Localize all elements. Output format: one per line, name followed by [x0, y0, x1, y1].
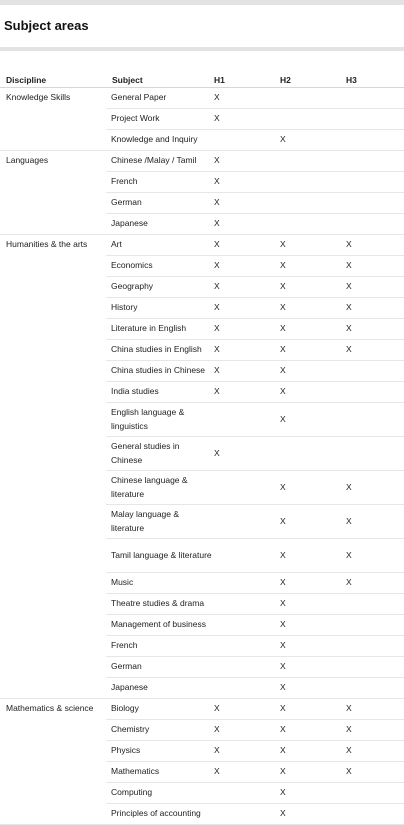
subject-table [0, 72, 404, 825]
h2-cell: X [278, 471, 344, 505]
table-row [0, 699, 404, 720]
h1-cell: X [212, 699, 278, 720]
h1-cell: X [212, 319, 278, 340]
h3-cell [344, 783, 404, 804]
table-body [0, 88, 404, 825]
subject-cell: German [106, 193, 212, 214]
h3-cell: X [344, 471, 404, 505]
subject-cell: Biology [106, 699, 212, 720]
subject-cell: Geography [106, 277, 212, 298]
subject-cell: China studies in English [106, 340, 212, 361]
h3-cell: X [344, 256, 404, 277]
h3-cell [344, 615, 404, 636]
h1-cell [212, 636, 278, 657]
table-row [0, 88, 404, 109]
h1-cell [212, 783, 278, 804]
discipline-cell: Mathematics & science [0, 699, 106, 825]
h1-cell [212, 678, 278, 699]
h3-cell [344, 594, 404, 615]
h2-cell: X [278, 699, 344, 720]
header-row [0, 72, 404, 88]
h1-cell [212, 615, 278, 636]
h2-cell [278, 88, 344, 109]
h3-cell [344, 172, 404, 193]
h1-cell: X [212, 720, 278, 741]
subject-cell: Malay language & literature [106, 505, 212, 539]
h2-cell: X [278, 130, 344, 151]
h1-cell [212, 594, 278, 615]
h2-cell: X [278, 615, 344, 636]
subject-cell: German [106, 657, 212, 678]
h1-cell [212, 471, 278, 505]
spacer [0, 51, 404, 72]
h3-cell [344, 214, 404, 235]
subject-cell: Management of business [106, 615, 212, 636]
subject-cell: French [106, 636, 212, 657]
page-title: Subject areas [4, 17, 89, 33]
h3-cell [344, 151, 404, 172]
h3-cell: X [344, 319, 404, 340]
h3-cell [344, 678, 404, 699]
subject-cell: Art [106, 235, 212, 256]
page-heading [0, 5, 404, 51]
h3-cell: X [344, 298, 404, 319]
h2-cell: X [278, 403, 344, 437]
subject-cell: English language & linguistics [106, 403, 212, 437]
h2-cell: X [278, 783, 344, 804]
h3-cell [344, 361, 404, 382]
h3-cell: X [344, 573, 404, 594]
table-row [0, 151, 404, 172]
h1-cell: X [212, 741, 278, 762]
h3-cell [344, 636, 404, 657]
h1-cell [212, 573, 278, 594]
header-h3: H3 [344, 72, 404, 88]
h2-cell [278, 151, 344, 172]
h3-cell: X [344, 340, 404, 361]
h2-cell: X [278, 382, 344, 403]
discipline-cell: Languages [0, 151, 106, 235]
subject-cell: Chemistry [106, 720, 212, 741]
h1-cell: X [212, 437, 278, 471]
subject-cell: Knowledge and Inquiry [106, 130, 212, 151]
h1-cell: X [212, 235, 278, 256]
subject-cell: Mathematics [106, 762, 212, 783]
header-discipline: Discipline [0, 72, 106, 88]
h2-cell: X [278, 277, 344, 298]
h1-cell [212, 539, 278, 573]
subject-cell: China studies in Chinese [106, 361, 212, 382]
subject-cell: Project Work [106, 109, 212, 130]
h3-cell [344, 657, 404, 678]
subject-cell: Japanese [106, 678, 212, 699]
header-h1: H1 [212, 72, 278, 88]
h1-cell [212, 130, 278, 151]
h1-cell: X [212, 151, 278, 172]
subject-cell: Computing [106, 783, 212, 804]
h1-cell [212, 403, 278, 437]
h2-cell [278, 172, 344, 193]
h2-cell: X [278, 256, 344, 277]
table-header [0, 72, 404, 88]
h2-cell [278, 193, 344, 214]
h2-cell: X [278, 678, 344, 699]
h3-cell: X [344, 505, 404, 539]
discipline-cell: Knowledge Skills [0, 88, 106, 151]
h3-cell [344, 88, 404, 109]
h3-cell [344, 437, 404, 471]
h1-cell: X [212, 277, 278, 298]
subject-cell: Economics [106, 256, 212, 277]
h2-cell: X [278, 539, 344, 573]
h2-cell: X [278, 298, 344, 319]
h3-cell [344, 804, 404, 825]
subject-cell: India studies [106, 382, 212, 403]
h3-cell: X [344, 741, 404, 762]
h1-cell: X [212, 298, 278, 319]
h2-cell: X [278, 505, 344, 539]
h2-cell: X [278, 340, 344, 361]
h3-cell: X [344, 720, 404, 741]
subject-cell: Chinese /Malay / Tamil [106, 151, 212, 172]
h2-cell: X [278, 594, 344, 615]
h3-cell: X [344, 699, 404, 720]
h2-cell: X [278, 573, 344, 594]
subject-cell: General Paper [106, 88, 212, 109]
subject-cell: Chinese language & literature [106, 471, 212, 505]
subject-cell: Japanese [106, 214, 212, 235]
h1-cell [212, 657, 278, 678]
h2-cell: X [278, 762, 344, 783]
h3-cell [344, 382, 404, 403]
subject-cell: Music [106, 573, 212, 594]
h1-cell [212, 505, 278, 539]
h3-cell: X [344, 762, 404, 783]
h1-cell: X [212, 382, 278, 403]
h1-cell: X [212, 214, 278, 235]
h1-cell: X [212, 340, 278, 361]
subject-cell: Principles of accounting [106, 804, 212, 825]
h2-cell: X [278, 720, 344, 741]
subject-cell: Literature in English [106, 319, 212, 340]
h1-cell [212, 804, 278, 825]
h3-cell [344, 193, 404, 214]
h2-cell: X [278, 319, 344, 340]
h3-cell: X [344, 235, 404, 256]
subject-cell: History [106, 298, 212, 319]
h2-cell: X [278, 804, 344, 825]
h3-cell [344, 109, 404, 130]
h2-cell [278, 109, 344, 130]
h2-cell: X [278, 361, 344, 382]
discipline-cell: Humanities & the arts [0, 235, 106, 699]
h2-cell: X [278, 636, 344, 657]
h1-cell: X [212, 361, 278, 382]
subject-cell: Tamil language & literature [106, 539, 212, 573]
h2-cell: X [278, 741, 344, 762]
h1-cell: X [212, 193, 278, 214]
h1-cell: X [212, 88, 278, 109]
header-subject: Subject [106, 72, 212, 88]
h1-cell: X [212, 256, 278, 277]
subject-cell: General studies in Chinese [106, 437, 212, 471]
subject-cell: Physics [106, 741, 212, 762]
h2-cell: X [278, 235, 344, 256]
h1-cell: X [212, 762, 278, 783]
header-h2: H2 [278, 72, 344, 88]
h1-cell: X [212, 109, 278, 130]
h3-cell: X [344, 277, 404, 298]
h2-cell [278, 214, 344, 235]
h2-cell: X [278, 657, 344, 678]
h1-cell: X [212, 172, 278, 193]
h3-cell: X [344, 539, 404, 573]
table-row [0, 235, 404, 256]
h3-cell [344, 130, 404, 151]
h2-cell [278, 437, 344, 471]
subject-cell: Theatre studies & drama [106, 594, 212, 615]
h3-cell [344, 403, 404, 437]
subject-cell: French [106, 172, 212, 193]
